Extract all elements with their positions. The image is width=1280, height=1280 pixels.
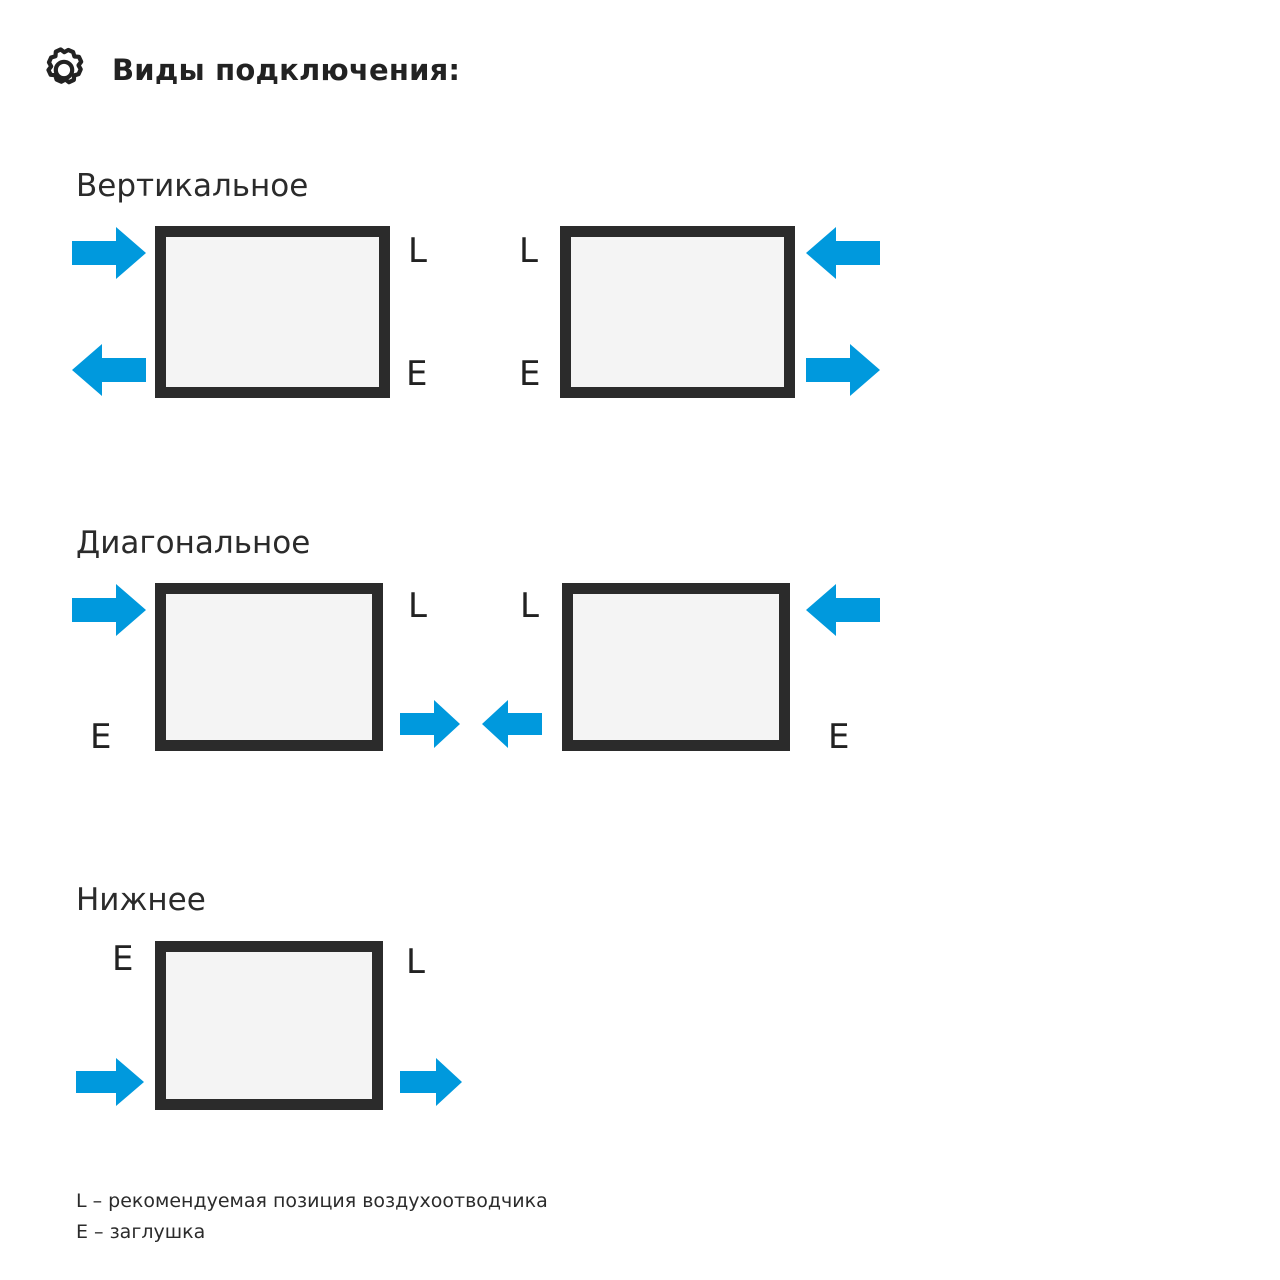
label-L: L	[519, 231, 538, 271]
label-E: E	[90, 717, 112, 757]
label-L: L	[406, 942, 425, 982]
inlet-arrow	[806, 227, 880, 283]
outlet-arrow	[806, 344, 880, 400]
legend-line-E: E – заглушка	[76, 1221, 206, 1243]
legend	[76, 1186, 548, 1248]
label-L: L	[408, 586, 427, 626]
inlet-arrow	[72, 227, 146, 283]
panel-diagonal-right	[562, 583, 790, 751]
inlet-arrow	[72, 584, 146, 640]
label-L: L	[520, 586, 539, 626]
inlet-arrow	[76, 1058, 144, 1110]
section-title-bottom: Нижнее	[76, 882, 206, 918]
panel-bottom-single	[155, 941, 383, 1110]
outlet-arrow	[72, 344, 146, 400]
label-E: E	[828, 717, 850, 757]
gear-icon	[38, 44, 90, 96]
legend-line-L: L – рекомендуемая позиция воздухоотводчика	[76, 1190, 548, 1212]
section-title-vertical: Вертикальное	[76, 168, 309, 204]
label-E: E	[112, 939, 134, 979]
label-E: E	[406, 354, 428, 394]
outlet-arrow	[400, 1058, 462, 1110]
outlet-arrow	[400, 700, 460, 752]
outlet-arrow	[482, 700, 542, 752]
label-E: E	[519, 354, 541, 394]
panel-vertical-right	[560, 226, 795, 398]
panel-vertical-left	[155, 226, 390, 398]
panel-diagonal-left	[155, 583, 383, 751]
label-L: L	[408, 231, 427, 271]
page-header	[38, 44, 460, 96]
inlet-arrow	[806, 584, 880, 640]
section-title-diagonal: Диагональное	[76, 525, 311, 561]
page-title: Виды подключения:	[112, 53, 461, 87]
